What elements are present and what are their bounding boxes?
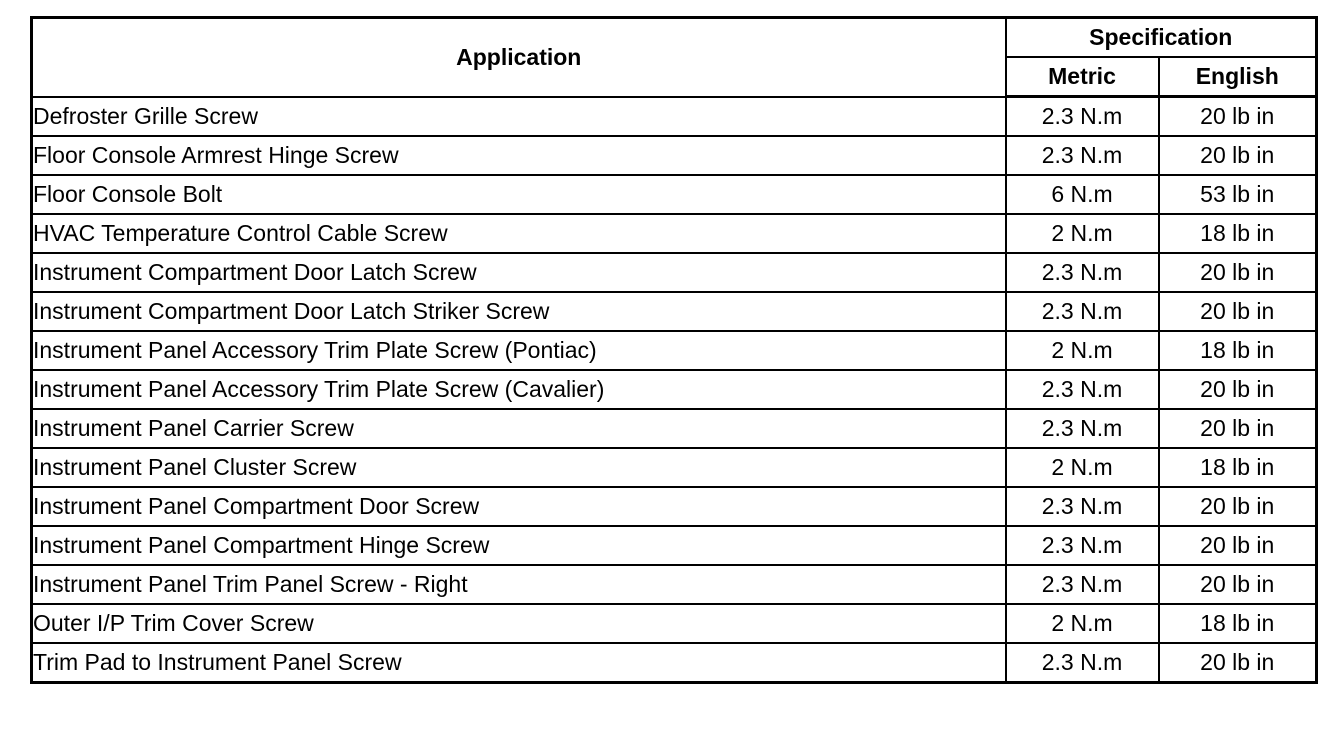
english-cell: 20 lb in	[1159, 487, 1317, 526]
metric-cell: 2 N.m	[1006, 448, 1159, 487]
english-column-header: English	[1159, 57, 1317, 97]
application-cell: Instrument Panel Compartment Hinge Screw	[32, 526, 1006, 565]
specification-column-header: Specification	[1006, 18, 1317, 58]
metric-cell: 2.3 N.m	[1006, 292, 1159, 331]
english-cell: 20 lb in	[1159, 643, 1317, 683]
application-cell: Floor Console Armrest Hinge Screw	[32, 136, 1006, 175]
table-row	[32, 565, 1317, 604]
table-row	[32, 526, 1317, 565]
table-row	[32, 331, 1317, 370]
english-cell: 18 lb in	[1159, 214, 1317, 253]
english-cell: 18 lb in	[1159, 331, 1317, 370]
metric-cell: 2.3 N.m	[1006, 526, 1159, 565]
english-cell: 20 lb in	[1159, 526, 1317, 565]
header-row-top	[32, 18, 1317, 58]
metric-cell: 2.3 N.m	[1006, 409, 1159, 448]
english-cell: 20 lb in	[1159, 565, 1317, 604]
english-cell: 20 lb in	[1159, 136, 1317, 175]
application-cell: Instrument Panel Trim Panel Screw - Right	[32, 565, 1006, 604]
table-row	[32, 253, 1317, 292]
metric-cell: 2.3 N.m	[1006, 97, 1159, 137]
fastener-spec-table-container	[30, 16, 1315, 684]
table-row	[32, 487, 1317, 526]
english-cell: 53 lb in	[1159, 175, 1317, 214]
metric-cell: 2.3 N.m	[1006, 643, 1159, 683]
table-row	[32, 136, 1317, 175]
metric-cell: 6 N.m	[1006, 175, 1159, 214]
application-cell: Instrument Panel Cluster Screw	[32, 448, 1006, 487]
english-cell: 18 lb in	[1159, 604, 1317, 643]
english-cell: 18 lb in	[1159, 448, 1317, 487]
table-row	[32, 604, 1317, 643]
table-row	[32, 643, 1317, 683]
metric-cell: 2 N.m	[1006, 331, 1159, 370]
application-cell: Instrument Compartment Door Latch Striker Screw	[32, 292, 1006, 331]
metric-column-header: Metric	[1006, 57, 1159, 97]
metric-cell: 2 N.m	[1006, 214, 1159, 253]
metric-cell: 2.3 N.m	[1006, 136, 1159, 175]
application-cell: Defroster Grille Screw	[32, 97, 1006, 137]
application-cell: Instrument Panel Compartment Door Screw	[32, 487, 1006, 526]
table-row	[32, 448, 1317, 487]
table-row	[32, 292, 1317, 331]
application-cell: Instrument Panel Accessory Trim Plate Screw (Cavalier)	[32, 370, 1006, 409]
english-cell: 20 lb in	[1159, 97, 1317, 137]
application-cell: Instrument Panel Accessory Trim Plate Screw (Pontiac)	[32, 331, 1006, 370]
metric-cell: 2 N.m	[1006, 604, 1159, 643]
table-row	[32, 409, 1317, 448]
application-cell: Instrument Compartment Door Latch Screw	[32, 253, 1006, 292]
metric-cell: 2.3 N.m	[1006, 565, 1159, 604]
application-cell: Outer I/P Trim Cover Screw	[32, 604, 1006, 643]
english-cell: 20 lb in	[1159, 409, 1317, 448]
application-column-header: Application	[32, 18, 1006, 97]
metric-cell: 2.3 N.m	[1006, 370, 1159, 409]
table-body	[32, 97, 1317, 683]
table-row	[32, 97, 1317, 137]
fastener-spec-table	[30, 16, 1318, 684]
metric-cell: 2.3 N.m	[1006, 253, 1159, 292]
metric-cell: 2.3 N.m	[1006, 487, 1159, 526]
application-cell: HVAC Temperature Control Cable Screw	[32, 214, 1006, 253]
table-row	[32, 370, 1317, 409]
application-cell: Instrument Panel Carrier Screw	[32, 409, 1006, 448]
application-cell: Floor Console Bolt	[32, 175, 1006, 214]
application-cell: Trim Pad to Instrument Panel Screw	[32, 643, 1006, 683]
english-cell: 20 lb in	[1159, 253, 1317, 292]
english-cell: 20 lb in	[1159, 370, 1317, 409]
english-cell: 20 lb in	[1159, 292, 1317, 331]
table-row	[32, 175, 1317, 214]
table-row	[32, 214, 1317, 253]
